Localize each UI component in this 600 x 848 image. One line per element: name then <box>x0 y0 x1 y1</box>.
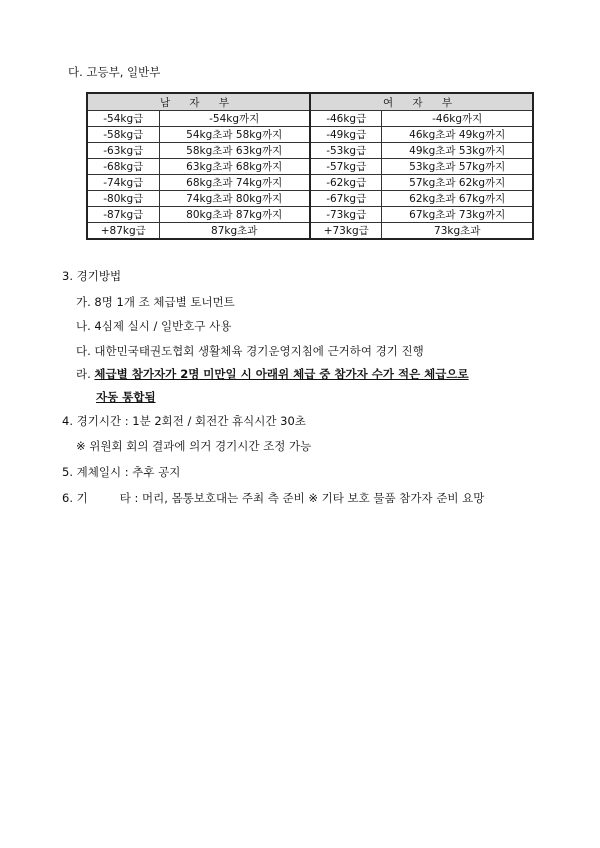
method-title: 3. 경기방법 <box>62 269 122 283</box>
weighin-line: 5. 계체일시 : 추후 공지 <box>62 465 181 479</box>
men-range-cell: 68kg초과 74kg까지 <box>159 175 310 191</box>
women-class-cell: +73kg급 <box>310 223 382 240</box>
women-class-cell: -49kg급 <box>310 127 382 143</box>
men-class-cell: -58kg급 <box>87 127 159 143</box>
men-class-cell: -68kg급 <box>87 159 159 175</box>
women-class-cell: -67kg급 <box>310 191 382 207</box>
men-range-cell: 63kg초과 68kg까지 <box>159 159 310 175</box>
table-row <box>87 207 533 223</box>
table-row <box>87 111 533 127</box>
women-range-cell: 57kg초과 62kg까지 <box>382 175 533 191</box>
etc-line <box>62 490 484 506</box>
table-row <box>87 159 533 175</box>
men-range-cell: 80kg초과 87kg까지 <box>159 207 310 223</box>
women-class-cell: -53kg급 <box>310 143 382 159</box>
method-item-ra-cont <box>96 389 156 405</box>
table-row <box>87 127 533 143</box>
method-item-ra-bold-1: 체급별 참가자가 2명 미만일 시 아래위 체급 중 참가자 수가 적은 체급으로 <box>94 367 469 381</box>
women-class-cell: -46kg급 <box>310 111 382 127</box>
men-range-cell: -54kg까지 <box>159 111 310 127</box>
section-heading: 다. 고등부, 일반부 <box>68 65 161 79</box>
women-range-cell: 46kg초과 49kg까지 <box>382 127 533 143</box>
women-class-cell: -73kg급 <box>310 207 382 223</box>
method-item-na: 나. 4심제 실시 / 일반호구 사용 <box>76 319 232 333</box>
women-range-cell: -46kg까지 <box>382 111 533 127</box>
women-range-cell: 73kg초과 <box>382 223 533 240</box>
women-class-cell: -62kg급 <box>310 175 382 191</box>
men-class-cell: -74kg급 <box>87 175 159 191</box>
men-class-cell: +87kg급 <box>87 223 159 240</box>
women-range-cell: 67kg초과 73kg까지 <box>382 207 533 223</box>
etc-text: 타 : 머리, 몸통보호대는 주최 측 준비 ※ 기타 보호 물품 참가자 준비 요망 <box>119 491 485 505</box>
table-row <box>87 143 533 159</box>
women-class-cell: -57kg급 <box>310 159 382 175</box>
men-class-cell: -63kg급 <box>87 143 159 159</box>
method-item-ga: 가. 8명 1개 조 체급별 토너먼트 <box>76 295 235 309</box>
header-men: 남 자 부 <box>87 93 310 111</box>
header-women: 여 자 부 <box>310 93 533 111</box>
men-class-cell: -54kg급 <box>87 111 159 127</box>
etc-label: 6. 기 <box>62 491 88 505</box>
method-item-ra-bold-2: 자동 통합됨 <box>96 390 156 404</box>
women-range-cell: 49kg초과 53kg까지 <box>382 143 533 159</box>
method-item-ra <box>76 366 469 382</box>
men-range-cell: 87kg초과 <box>159 223 310 240</box>
women-range-cell: 62kg초과 67kg까지 <box>382 191 533 207</box>
table-row <box>87 191 533 207</box>
table-row <box>87 175 533 191</box>
table-row <box>87 223 533 240</box>
women-range-cell: 53kg초과 57kg까지 <box>382 159 533 175</box>
method-item-da: 다. 대한민국태권도협회 생활체육 경기운영지침에 근거하여 경기 진행 <box>76 344 424 358</box>
weight-class-table <box>86 92 534 240</box>
men-range-cell: 58kg초과 63kg까지 <box>159 143 310 159</box>
method-item-ra-prefix: 라. <box>76 367 91 381</box>
men-range-cell: 54kg초과 58kg까지 <box>159 127 310 143</box>
men-range-cell: 74kg초과 80kg까지 <box>159 191 310 207</box>
table-header-row <box>87 93 533 111</box>
men-class-cell: -80kg급 <box>87 191 159 207</box>
time-note: ※ 위원회 회의 결과에 의거 경기시간 조정 가능 <box>76 439 312 453</box>
time-line: 4. 경기시간 : 1분 2회전 / 회전간 휴식시간 30초 <box>62 414 306 428</box>
men-class-cell: -87kg급 <box>87 207 159 223</box>
